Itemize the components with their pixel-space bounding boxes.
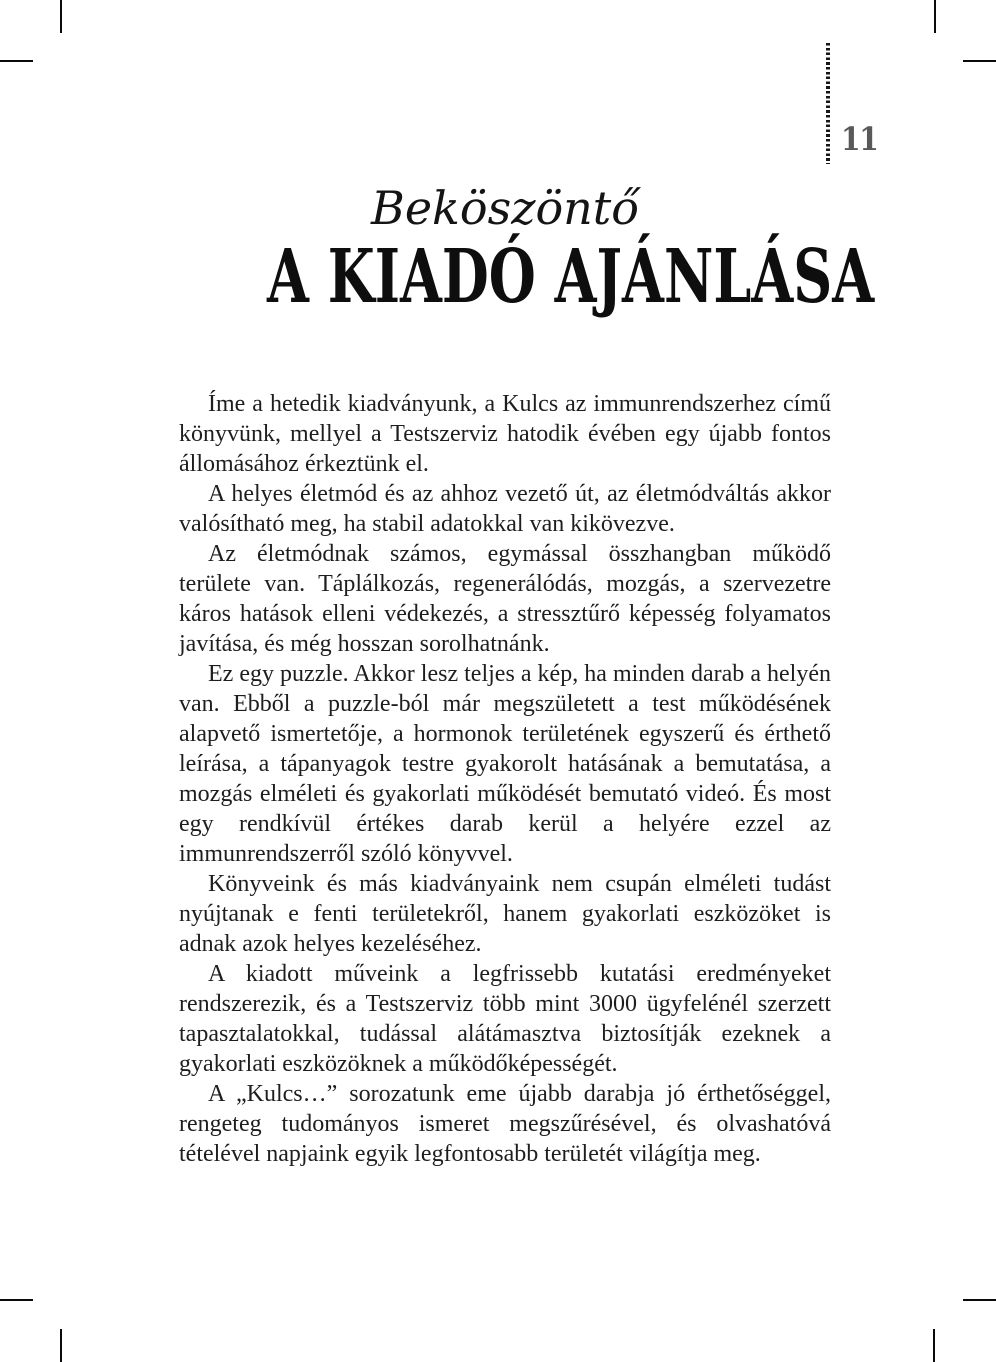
page-title: A KIADÓ AJÁNLÁSA [267,234,875,320]
section-kicker: Beköszöntő [371,181,639,235]
paragraph: A „Kulcs…” sorozatunk eme újabb darabja jó érthetőséggel, rengeteg tudományos ismeret megszűrésével, és olvashatóvá tételével napjaink egyik legfontosabb területét világítja meg. [179,1081,831,1167]
paragraph: Ez egy puzzle. Akkor lesz teljes a kép, ha minden darab a helyén van. Ebből a puzzle-ból már megszületett a test működésének alapvető ismertetője, a hormonok területének egyszerű és érthető leírása, a tápanyagok testre gyakorolt hatásának a bemutatása, a mozgás elméleti és gyakorlati működését bemutató videó. És most egy rendkívül értékes darab kerül a helyére ezzel az immunrendszerről szóló könyvvel. [179,661,831,867]
page-number: 11 [841,120,878,158]
crop-mark-bottom-right-vertical [933,1329,935,1362]
crop-mark-top-left-horizontal [0,60,33,62]
crop-mark-bottom-left-vertical [60,1329,62,1362]
crop-mark-top-right-vertical [934,0,936,33]
paragraph: Könyveink és más kiadványaink nem csupán elméleti tudást nyújtanak e fenti területekről, hanem gyakorlati eszközöket is adnak azok helyes kezeléséhez. [179,871,831,957]
paragraph: A helyes életmód és az ahhoz vezető út, az életmódváltás akkor valósítható meg, ha stabil adatokkal van kikövezve. [179,481,831,537]
crop-mark-top-right-horizontal [963,60,996,62]
crop-mark-bottom-left-horizontal [0,1299,33,1301]
crop-mark-top-left-vertical [60,0,62,33]
body-text [179,389,831,1169]
paragraph: Íme a hetedik kiadványunk, a Kulcs az immunrendszerhez című könyvünk, mellyel a Testszerviz hatodik évében egy újabb fontos állomásához érkeztünk el. [179,391,831,477]
folio-dashed-rule [826,43,830,164]
crop-mark-bottom-right-horizontal [963,1299,996,1301]
paragraph: Az életmódnak számos, egymással összhangban működő területe van. Táplálkozás, regenerálódás, mozgás, a szervezetre káros hatások elleni védekezés, a stressztűrő képesség folyamatos javítása, és még hosszan sorolhatnánk. [179,541,831,657]
paragraph: A kiadott műveink a legfrissebb kutatási eredményeket rendszerezik, és a Testszerviz több mint 3000 ügyfelénél szerzett tapasztalatokkal, tudással alátámasztva biztosítják ezeknek a gyakorlati eszközöknek a működőképességét. [179,961,831,1077]
